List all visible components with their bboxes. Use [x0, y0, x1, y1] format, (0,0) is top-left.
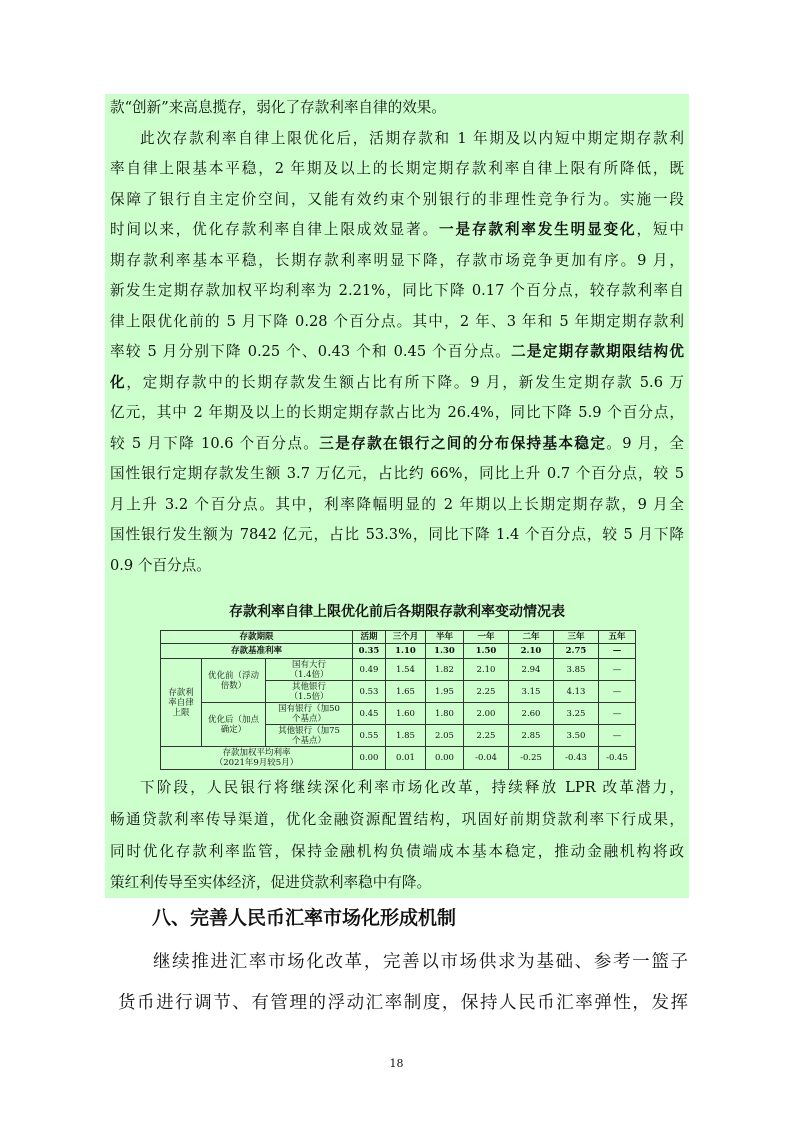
cell: 2.10	[464, 659, 509, 681]
cell: 2.75	[554, 644, 599, 659]
cell: -0.45	[599, 747, 636, 770]
deposit-rate-table	[160, 630, 636, 770]
cell: 1.95	[426, 681, 464, 703]
cell: 0.35	[353, 644, 386, 659]
base-rate-row	[161, 644, 636, 659]
text-segment: 此次存款利率自律上限优化后，活期存款和 1 年期及以内短中期定期存款利	[140, 129, 684, 147]
text-segment: 0.9 个百分点。	[110, 556, 211, 574]
cell: 0.01	[386, 747, 426, 770]
header-cell: 五年	[599, 631, 636, 644]
paragraph-line	[110, 495, 684, 515]
cell: 1.30	[426, 644, 464, 659]
text-segment: 期存款利率基本平稳，长期存款利率明显下降，存款市场竞争更加有序。9 月，	[110, 251, 684, 269]
cell: 4.13	[554, 681, 599, 703]
paragraph-line	[110, 434, 684, 454]
table-title: 存款利率自律上限优化前后各期限存款利率变动情况表	[229, 604, 565, 620]
text-segment: 国性银行定期存款发生额 3.7 万亿元，占比约 66%，同比上升 0.7 个百分点，较 5	[110, 465, 684, 482]
text-segment: 保障了银行自主定价空间，又能有效约束个别银行的非理性竞争行为。实施一段	[110, 190, 684, 208]
text-segment: 新发生定期存款加权平均利率为 2.21%，同比下降 0.17 个百分点，较存款利率自	[110, 282, 684, 299]
cell: 2.10	[509, 644, 554, 659]
section-heading: 八、完善人民币汇率市场化形成机制	[152, 907, 457, 929]
cell: 2.25	[464, 725, 509, 747]
paragraph-line	[110, 159, 684, 179]
cell: 2.05	[426, 725, 464, 747]
text-segment: 月上升 3.2 个百分点。其中，利率降幅明显的 2 年期以上长期定期存款，9 月全	[110, 495, 684, 513]
text-segment: 。9 月，全	[606, 434, 684, 452]
table-row	[161, 659, 636, 681]
text-segment: 率较 5 月分别下降 0.25 个、0.43 个和 0.45 个百分点。	[110, 343, 512, 360]
paragraph-line	[110, 281, 684, 301]
paragraph-line	[110, 220, 684, 240]
cell: 2.00	[464, 703, 509, 725]
paragraph-line	[110, 342, 684, 362]
cell: 1.60	[386, 703, 426, 725]
cell: 1.10	[386, 644, 426, 659]
emphasis-text: 化	[110, 373, 127, 391]
cell: 2.25	[464, 681, 509, 703]
text-segment: 率自律上限基本平稳，2 年期及以上的长期定期存款利率自律上限有所降低，既	[110, 160, 684, 177]
cell: 2.60	[509, 703, 554, 725]
cell: -0.25	[509, 747, 554, 770]
cell: 1.50	[464, 644, 509, 659]
row-label: 其他银行（1.5倍）	[266, 681, 353, 703]
header-cell: 三年	[554, 631, 599, 644]
paragraph-line: 畅通贷款利率传导渠道，优化金融资源配置结构，巩固好前期贷款利率下行成果，	[110, 811, 684, 828]
weighted-rate-row	[161, 747, 636, 770]
header-cell: 半年	[426, 631, 464, 644]
header-term: 存款期限	[161, 631, 353, 644]
cell: 1.80	[426, 703, 464, 725]
cell: 0.00	[426, 747, 464, 770]
text-segment: 时间以来，优化存款利率自律上限成效显著。	[110, 221, 440, 238]
cell: 0.00	[353, 747, 386, 770]
paragraph-line: 策红利传导至实体经济，促进贷款利率稳中有降。	[110, 874, 432, 891]
cell: 2.85	[509, 725, 554, 747]
paragraph-line	[140, 129, 684, 149]
row-label: 国有大行（1.4倍）	[266, 659, 353, 681]
paragraph-line	[110, 312, 684, 332]
text-segment: 亿元，其中 2 年期及以上的长期定期存款占比为 26.4%，同比下降 5.9 个百分点，	[110, 404, 684, 421]
paragraph-line: 下阶段，人民银行将继续深化利率市场化改革，持续释放 LPR 改革潜力，	[140, 779, 684, 796]
text-segment: 律上限优化前的 5 月下降 0.28 个百分点。其中，2 年、3 年和 5 年期定期存款利	[110, 312, 684, 330]
text-segment: 国性银行发生额为 7842 亿元，占比 53.3%，同比下降 1.4 个百分点，较 5 月下降	[110, 526, 684, 543]
body-line: 继续推进汇率市场化改革，完善以市场供求为基础、参考一篮子	[153, 952, 688, 972]
paragraph-line	[110, 251, 684, 271]
paragraph-line	[110, 464, 684, 484]
table-header-row	[161, 631, 636, 644]
cell: —	[599, 725, 636, 747]
row-label: 存款加权平均利率（2021年9月较5月）	[161, 747, 353, 770]
cell: 3.25	[554, 703, 599, 725]
paragraph-line	[110, 556, 684, 576]
paragraph-line: 同时优化存款利率监管，保持金融机构负债端成本基本稳定，推动金融机构将政	[110, 843, 684, 860]
subgroup-label: 优化后（加点确定）	[202, 703, 266, 747]
header-cell: 活期	[353, 631, 386, 644]
text-segment: 款“创新”来高息揽存，弱化了存款利率自律的效果。	[110, 99, 446, 116]
cell: 3.50	[554, 725, 599, 747]
paragraph-line	[110, 98, 684, 118]
cell: 1.65	[386, 681, 426, 703]
header-cell: 三个月	[386, 631, 426, 644]
cell: —	[599, 703, 636, 725]
row-label: 存款基准利率	[161, 644, 353, 659]
paragraph-line	[110, 373, 684, 393]
emphasis-text: 二是定期存款期限结构优	[511, 343, 684, 360]
table-row	[161, 703, 636, 725]
cell: 3.85	[554, 659, 599, 681]
cell: 0.45	[353, 703, 386, 725]
cell: -0.04	[464, 747, 509, 770]
text-segment: 较 5 月下降 10.6 个百分点。	[110, 434, 320, 452]
cell: 1.54	[386, 659, 426, 681]
header-cell: 一年	[464, 631, 509, 644]
emphasis-text: 一是存款利率发生明显变化	[439, 221, 637, 238]
paragraph-line	[110, 525, 684, 545]
text-segment: ，短中	[636, 221, 684, 238]
cell: 3.15	[509, 681, 554, 703]
cell: 0.49	[353, 659, 386, 681]
text-segment: ，定期存款中的长期存款发生额占比有所下降。9 月，新发生定期存款 5.6 万	[126, 373, 684, 391]
paragraph-line	[110, 190, 684, 210]
cell: 1.85	[386, 725, 426, 747]
header-cell: 二年	[509, 631, 554, 644]
cell: -0.43	[554, 747, 599, 770]
row-label: 国有银行（加50个基点）	[266, 703, 353, 725]
body-line: 货币进行调节、有管理的浮动汇率制度，保持人民币汇率弹性，发挥	[118, 993, 688, 1013]
cell: —	[599, 659, 636, 681]
cell: 2.94	[509, 659, 554, 681]
cell: —	[599, 644, 636, 659]
cell: 0.53	[353, 681, 386, 703]
paragraph-line	[110, 403, 684, 423]
row-label: 其他银行（加75个基点）	[266, 725, 353, 747]
emphasis-text: 三是存款在银行之间的分布保持基本稳定	[319, 434, 607, 452]
cell: 0.55	[353, 725, 386, 747]
subgroup-label: 优化前（浮动倍数）	[202, 659, 266, 703]
cell: 1.82	[426, 659, 464, 681]
page-number: 18	[389, 1057, 404, 1070]
group-label: 存款利率自律上限	[161, 659, 202, 747]
cell: —	[599, 681, 636, 703]
